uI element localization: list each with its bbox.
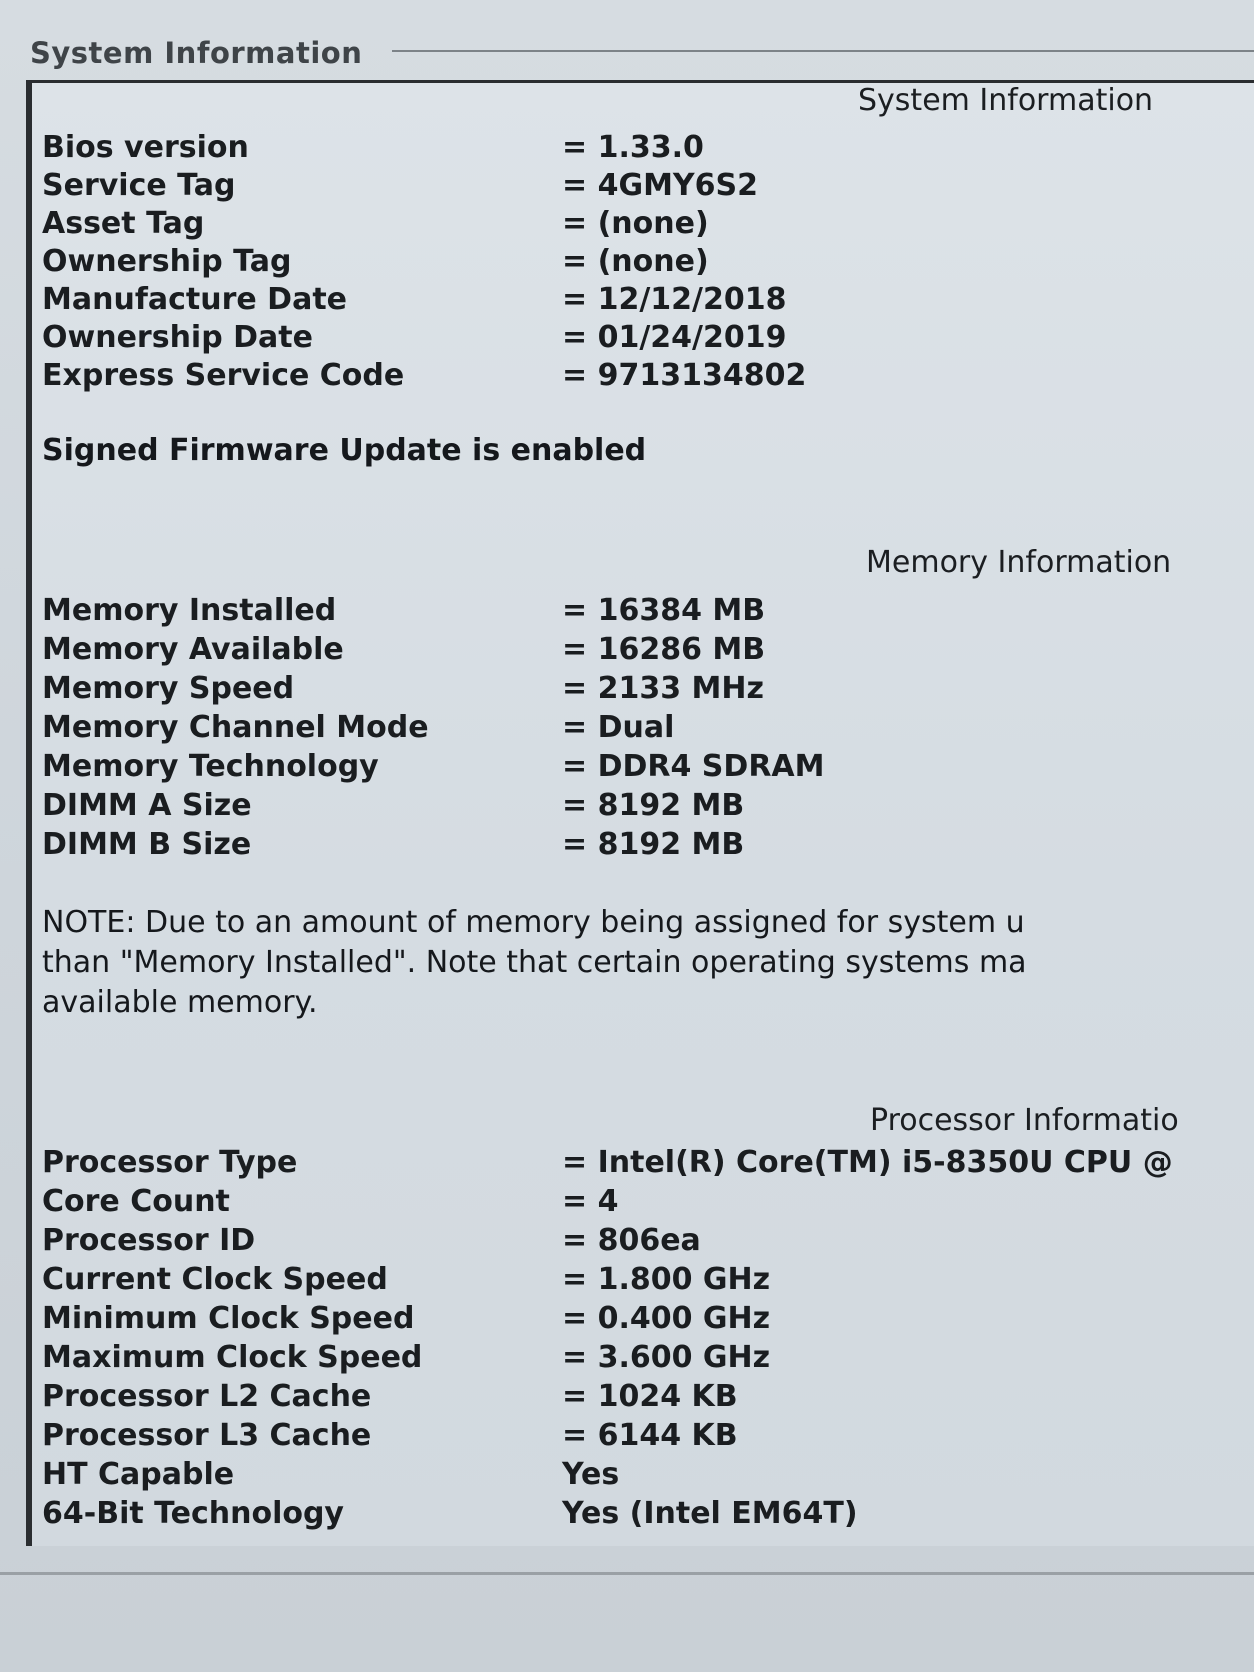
row-label: Asset Tag bbox=[42, 206, 205, 241]
row-value: = 01/24/2019 bbox=[562, 320, 787, 355]
row-value: = 4GMY6S2 bbox=[562, 168, 759, 203]
row-label: Memory Speed bbox=[42, 671, 295, 706]
bottom-divider bbox=[0, 1572, 1254, 1575]
memory-note-line-1: NOTE: Due to an amount of memory being assigned for system u bbox=[42, 905, 1025, 940]
memory-note-line-2: than "Memory Installed". Note that certain operating systems ma bbox=[42, 945, 1027, 980]
row-value: = 16384 MB bbox=[562, 593, 766, 628]
row-value: = 1.800 GHz bbox=[562, 1262, 771, 1297]
info-row-core-count bbox=[42, 1184, 1252, 1223]
info-row-memory-speed bbox=[42, 671, 1252, 710]
info-row-memory-technology bbox=[42, 749, 1252, 788]
memory-section-title: Memory Information bbox=[866, 545, 1172, 580]
info-row-processor-id bbox=[42, 1223, 1252, 1262]
title-divider bbox=[392, 50, 1254, 52]
info-row-memory-channel-mode bbox=[42, 710, 1252, 749]
info-row-ownership-tag bbox=[42, 244, 1252, 283]
info-row-processor-l3-cache bbox=[42, 1418, 1252, 1457]
row-value: = 3.600 GHz bbox=[562, 1340, 771, 1375]
info-row-ownership-date bbox=[42, 320, 1252, 359]
system-information-panel bbox=[26, 80, 1254, 1546]
row-value: = 6144 KB bbox=[562, 1418, 738, 1453]
row-label: Ownership Date bbox=[42, 320, 313, 355]
row-label: Processor L3 Cache bbox=[42, 1418, 372, 1453]
system-section-title: System Information bbox=[858, 83, 1154, 118]
row-value: = (none) bbox=[562, 244, 709, 279]
info-row-express-service-code bbox=[42, 358, 1252, 397]
signed-firmware-status: Signed Firmware Update is enabled bbox=[42, 433, 647, 468]
row-value: = 806ea bbox=[562, 1223, 701, 1258]
row-value: = 8192 MB bbox=[562, 788, 745, 823]
row-value: = Intel(R) Core(TM) i5-8350U CPU @ bbox=[562, 1145, 1173, 1180]
row-label: DIMM B Size bbox=[42, 827, 252, 862]
row-value: = 0.400 GHz bbox=[562, 1301, 771, 1336]
row-label: Minimum Clock Speed bbox=[42, 1301, 415, 1336]
row-label: Bios version bbox=[42, 130, 249, 165]
info-row-dimm-b-size bbox=[42, 827, 1252, 866]
row-label: Service Tag bbox=[42, 168, 236, 203]
processor-section-title: Processor Informatio bbox=[870, 1103, 1179, 1138]
row-label: Memory Available bbox=[42, 632, 344, 667]
row-label: Memory Installed bbox=[42, 593, 337, 628]
row-value: = 9713134802 bbox=[562, 358, 807, 393]
info-row-minimum-clock-speed bbox=[42, 1301, 1252, 1340]
row-value: = 2133 MHz bbox=[562, 671, 764, 706]
window-title: System Information bbox=[30, 36, 363, 70]
row-label: Core Count bbox=[42, 1184, 230, 1219]
row-label: Processor L2 Cache bbox=[42, 1379, 372, 1414]
row-label: Manufacture Date bbox=[42, 282, 348, 317]
row-label: Current Clock Speed bbox=[42, 1262, 388, 1297]
row-label: Memory Channel Mode bbox=[42, 710, 429, 745]
row-label: Memory Technology bbox=[42, 749, 379, 784]
info-row-dimm-a-size bbox=[42, 788, 1252, 827]
row-label: Processor Type bbox=[42, 1145, 298, 1180]
row-value: = 16286 MB bbox=[562, 632, 766, 667]
info-row-ht-capable bbox=[42, 1457, 1252, 1496]
info-row-current-clock-speed bbox=[42, 1262, 1252, 1301]
row-value: Yes bbox=[562, 1457, 620, 1492]
info-row-maximum-clock-speed bbox=[42, 1340, 1252, 1379]
row-value: Yes (Intel EM64T) bbox=[562, 1496, 858, 1531]
row-label: Processor ID bbox=[42, 1223, 256, 1258]
info-row-64-bit-technology bbox=[42, 1496, 1252, 1535]
row-value: = 4 bbox=[562, 1184, 619, 1219]
row-label: Maximum Clock Speed bbox=[42, 1340, 423, 1375]
row-label: Express Service Code bbox=[42, 358, 405, 393]
row-label: Ownership Tag bbox=[42, 244, 292, 279]
info-row-processor-type bbox=[42, 1145, 1252, 1184]
info-row-bios-version bbox=[42, 130, 1252, 169]
row-label: HT Capable bbox=[42, 1457, 235, 1492]
info-row-service-tag bbox=[42, 168, 1252, 207]
memory-note-line-3: available memory. bbox=[42, 985, 318, 1020]
row-value: = 1.33.0 bbox=[562, 130, 704, 165]
info-row-asset-tag bbox=[42, 206, 1252, 245]
row-value: = Dual bbox=[562, 710, 675, 745]
row-value: = 12/12/2018 bbox=[562, 282, 787, 317]
row-label: 64-Bit Technology bbox=[42, 1496, 344, 1531]
row-value: = 1024 KB bbox=[562, 1379, 738, 1414]
row-label: DIMM A Size bbox=[42, 788, 252, 823]
row-value: = (none) bbox=[562, 206, 709, 241]
info-row-memory-installed bbox=[42, 593, 1252, 632]
info-row-memory-available bbox=[42, 632, 1252, 671]
info-row-manufacture-date bbox=[42, 282, 1252, 321]
row-value: = DDR4 SDRAM bbox=[562, 749, 825, 784]
info-row-processor-l2-cache bbox=[42, 1379, 1252, 1418]
row-value: = 8192 MB bbox=[562, 827, 745, 862]
